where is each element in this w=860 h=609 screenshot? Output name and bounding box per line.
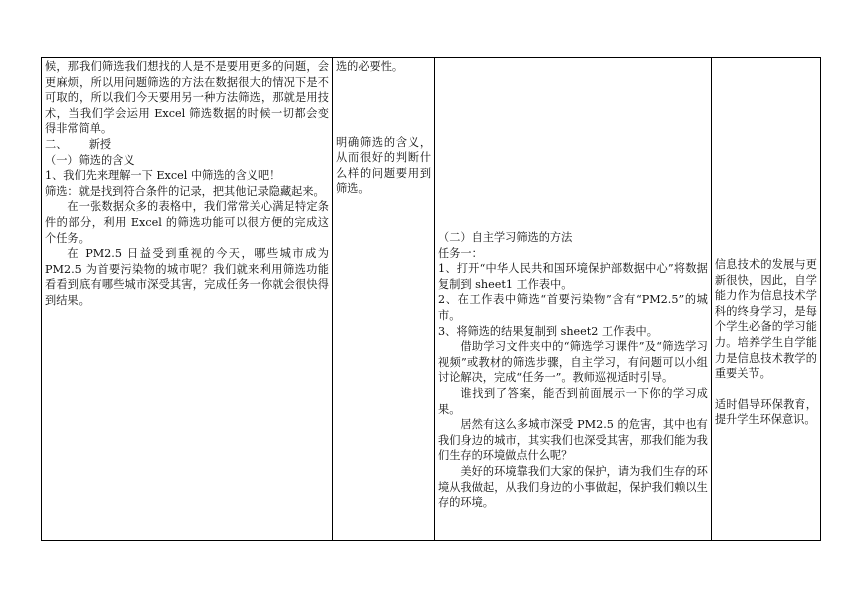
spacer	[715, 382, 817, 397]
table-row	[42, 58, 821, 541]
reflect-paragraph: 居然有这么多城市深受 PM2.5 的危害，其中也有我们身边的城市，其实我们也深受其害，那我们能为我们生存的环境做点什么呢？	[438, 418, 708, 463]
ask-paragraph: 谁找到了答案，能否到前面展示一下你的学习成果。	[438, 386, 708, 416]
task-step-3: 3、将筛选的结果复制到 sheet2 工作表中。	[438, 324, 658, 338]
section-heading	[45, 137, 329, 153]
paragraph-pm25: 在 PM2.5 日益受到重视的今天，哪些城市成为 PM2.5 为首要污染物的城市呢？我们就来利用筛选功能看看到底有哪些城市深受其害，完成任务一你就会很快得到结果。	[45, 247, 333, 307]
self-study-note: 信息技术的发展与更新很快，因此，自学能力作为信息技术学科的终身学习，是每个学生必备的学习能力。培养学生自学能力是信息技术教学的重要关节。	[714, 258, 817, 381]
spacer	[438, 59, 708, 230]
section-title: 新授	[88, 137, 112, 151]
lesson-plan-table	[41, 57, 821, 541]
intent-purpose-text: 明确筛选的含义，从而很好的判断什么样的问题要用到筛选。	[335, 135, 432, 196]
student-activity-cell	[435, 58, 712, 541]
call-paragraph: 美好的环境靠我们大家的保护，请为我们生存的环境从我做起，从我们身边的小事做起，保护我们赖以生存的环境。	[438, 464, 708, 510]
guide-paragraph: 借助学习文件夹中的“筛选学习课件”及“筛选学习视频”或教材的筛选步骤，自主学习，有问题可以小组讨论解决，完成“任务一”。教师巡视适时引导。	[438, 340, 708, 385]
teaching-process-cell	[42, 58, 333, 541]
intent-cell	[332, 58, 434, 541]
spacer	[715, 59, 817, 257]
paragraph-filter-usage: 在一张数据众多的表格中，我们常常关心满足特定条件的部分，利用 Excel 的筛选功能可以很方便的完成这个任务。	[45, 200, 329, 245]
design-note-cell	[711, 58, 820, 541]
spacer	[336, 75, 431, 135]
definition-text: 筛选：就是找到符合条件的记录，把其他记录隐藏起来。	[45, 184, 325, 198]
intent-top-text: 选的必要性。	[335, 60, 404, 73]
task-label: 任务一：	[438, 246, 483, 260]
task-step-2: 2、在工作表中筛选“首要污染物”含有“PM2.5”的城市。	[438, 293, 708, 322]
section-number: 二、	[45, 137, 68, 151]
task-step-1: 1、打开“中华人民共和国环境保护部数据中心”将数据复制到 sheet1 工作表中。	[438, 262, 708, 291]
step-one: 1、我们先来理解一下 Excel 中筛选的含义吧！	[45, 169, 281, 183]
self-study-heading: （二）自主学习筛选的方法	[438, 231, 573, 244]
environment-note: 适时倡导环保教育，提升学生环保意识。	[714, 397, 817, 427]
sub-heading: （一）筛选的含义	[45, 153, 135, 167]
intro-paragraph: 候，那我们筛选我们想找的人是不是要用更多的问题，会更麻烦，所以用问题筛选的方法在数据很大的情况下是不可取的，所以我们今天要用另一种方法筛选，那就是用技术，当我们学会运用 Excel 筛选数据的时候一切都会变得非常简单。	[45, 60, 329, 136]
